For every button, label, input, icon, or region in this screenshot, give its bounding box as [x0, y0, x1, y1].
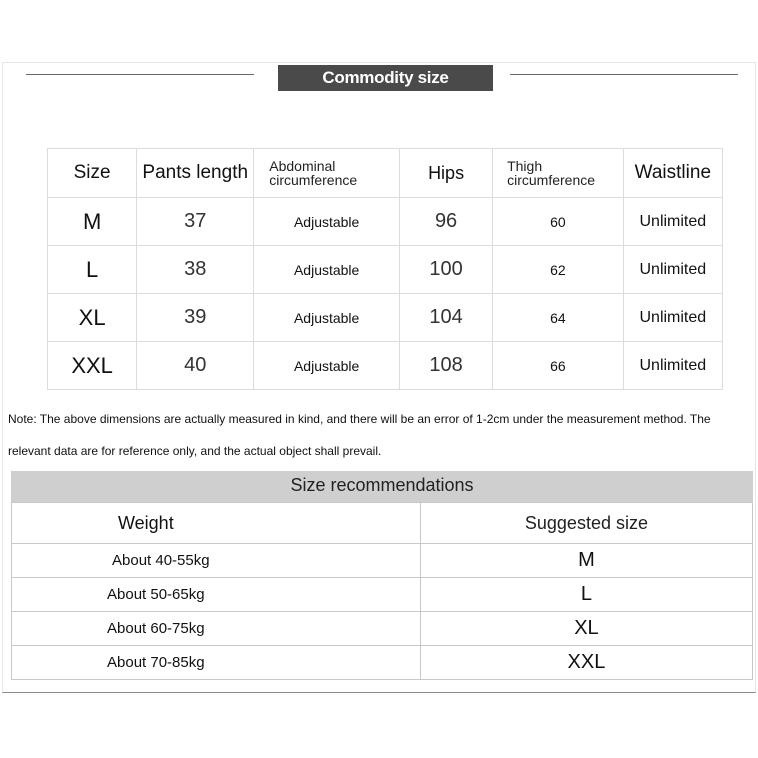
- cell-thigh: 66: [493, 342, 624, 390]
- note-line-1: Note: The above dimensions are actually measured in kind, and there will be an error of 1-2cm under the measurement method. The: [8, 412, 711, 426]
- header-waistline: Waistline: [623, 149, 722, 198]
- recommendations-header-row: [12, 503, 753, 544]
- header-weight: Weight: [12, 503, 421, 544]
- cell-waistline: Unlimited: [623, 294, 722, 342]
- cell-abdominal: Adjustable: [254, 198, 400, 246]
- header-size: Size: [48, 149, 137, 198]
- cell-weight: About 40-55kg: [12, 544, 421, 578]
- cell-abdominal: Adjustable: [254, 246, 400, 294]
- title-rule-right: [510, 74, 738, 75]
- note-line-2: relevant data are for reference only, and the actual object shall prevail.: [8, 444, 382, 458]
- header-pants-length: Pants length: [137, 149, 254, 198]
- cell-suggested-size: XL: [420, 612, 752, 646]
- header-thigh-line1: Thigh: [507, 158, 543, 174]
- table-row: [48, 342, 723, 390]
- size-table: [47, 148, 723, 390]
- cell-hips: 100: [400, 246, 493, 294]
- cell-abdominal: Adjustable: [254, 342, 400, 390]
- cell-abdominal: Adjustable: [254, 294, 400, 342]
- table-row: [48, 294, 723, 342]
- cell-waistline: Unlimited: [623, 342, 722, 390]
- cell-pants-length: 40: [137, 342, 254, 390]
- header-abdominal-line1: Abdominal: [269, 158, 336, 174]
- cell-size: XL: [48, 294, 137, 342]
- cell-weight: About 70-85kg: [12, 646, 421, 680]
- cell-size: M: [48, 198, 137, 246]
- table-row: [48, 246, 723, 294]
- table-row: [12, 578, 753, 612]
- cell-waistline: Unlimited: [623, 198, 722, 246]
- header-thigh-circumference: [493, 149, 624, 198]
- table-row: [12, 544, 753, 578]
- header-suggested-size: Suggested size: [420, 503, 752, 544]
- table-row: [12, 646, 753, 680]
- cell-pants-length: 38: [137, 246, 254, 294]
- cell-size: L: [48, 246, 137, 294]
- cell-suggested-size: XXL: [420, 646, 752, 680]
- title-rule-left: [26, 74, 254, 75]
- cell-thigh: 62: [493, 246, 624, 294]
- cell-thigh: 64: [493, 294, 624, 342]
- commodity-size-banner: Commodity size: [278, 65, 493, 91]
- header-thigh-line2: circumference: [507, 172, 596, 188]
- cell-suggested-size: L: [420, 578, 752, 612]
- recommendations-table: [11, 502, 753, 680]
- header-abdominal-line2: circumference: [269, 172, 358, 188]
- cell-pants-length: 39: [137, 294, 254, 342]
- size-table-header-row: [48, 149, 723, 198]
- size-recommendations-title: Size recommendations: [11, 471, 753, 502]
- cell-hips: 104: [400, 294, 493, 342]
- cell-weight: About 60-75kg: [12, 612, 421, 646]
- cell-thigh: 60: [493, 198, 624, 246]
- cell-size: XXL: [48, 342, 137, 390]
- cell-hips: 96: [400, 198, 493, 246]
- cell-suggested-size: M: [420, 544, 752, 578]
- table-row: [48, 198, 723, 246]
- cell-waistline: Unlimited: [623, 246, 722, 294]
- table-row: [12, 612, 753, 646]
- cell-weight: About 50-65kg: [12, 578, 421, 612]
- header-abdominal-circumference: [254, 149, 400, 198]
- cell-pants-length: 37: [137, 198, 254, 246]
- header-hips: Hips: [400, 149, 493, 198]
- cell-hips: 108: [400, 342, 493, 390]
